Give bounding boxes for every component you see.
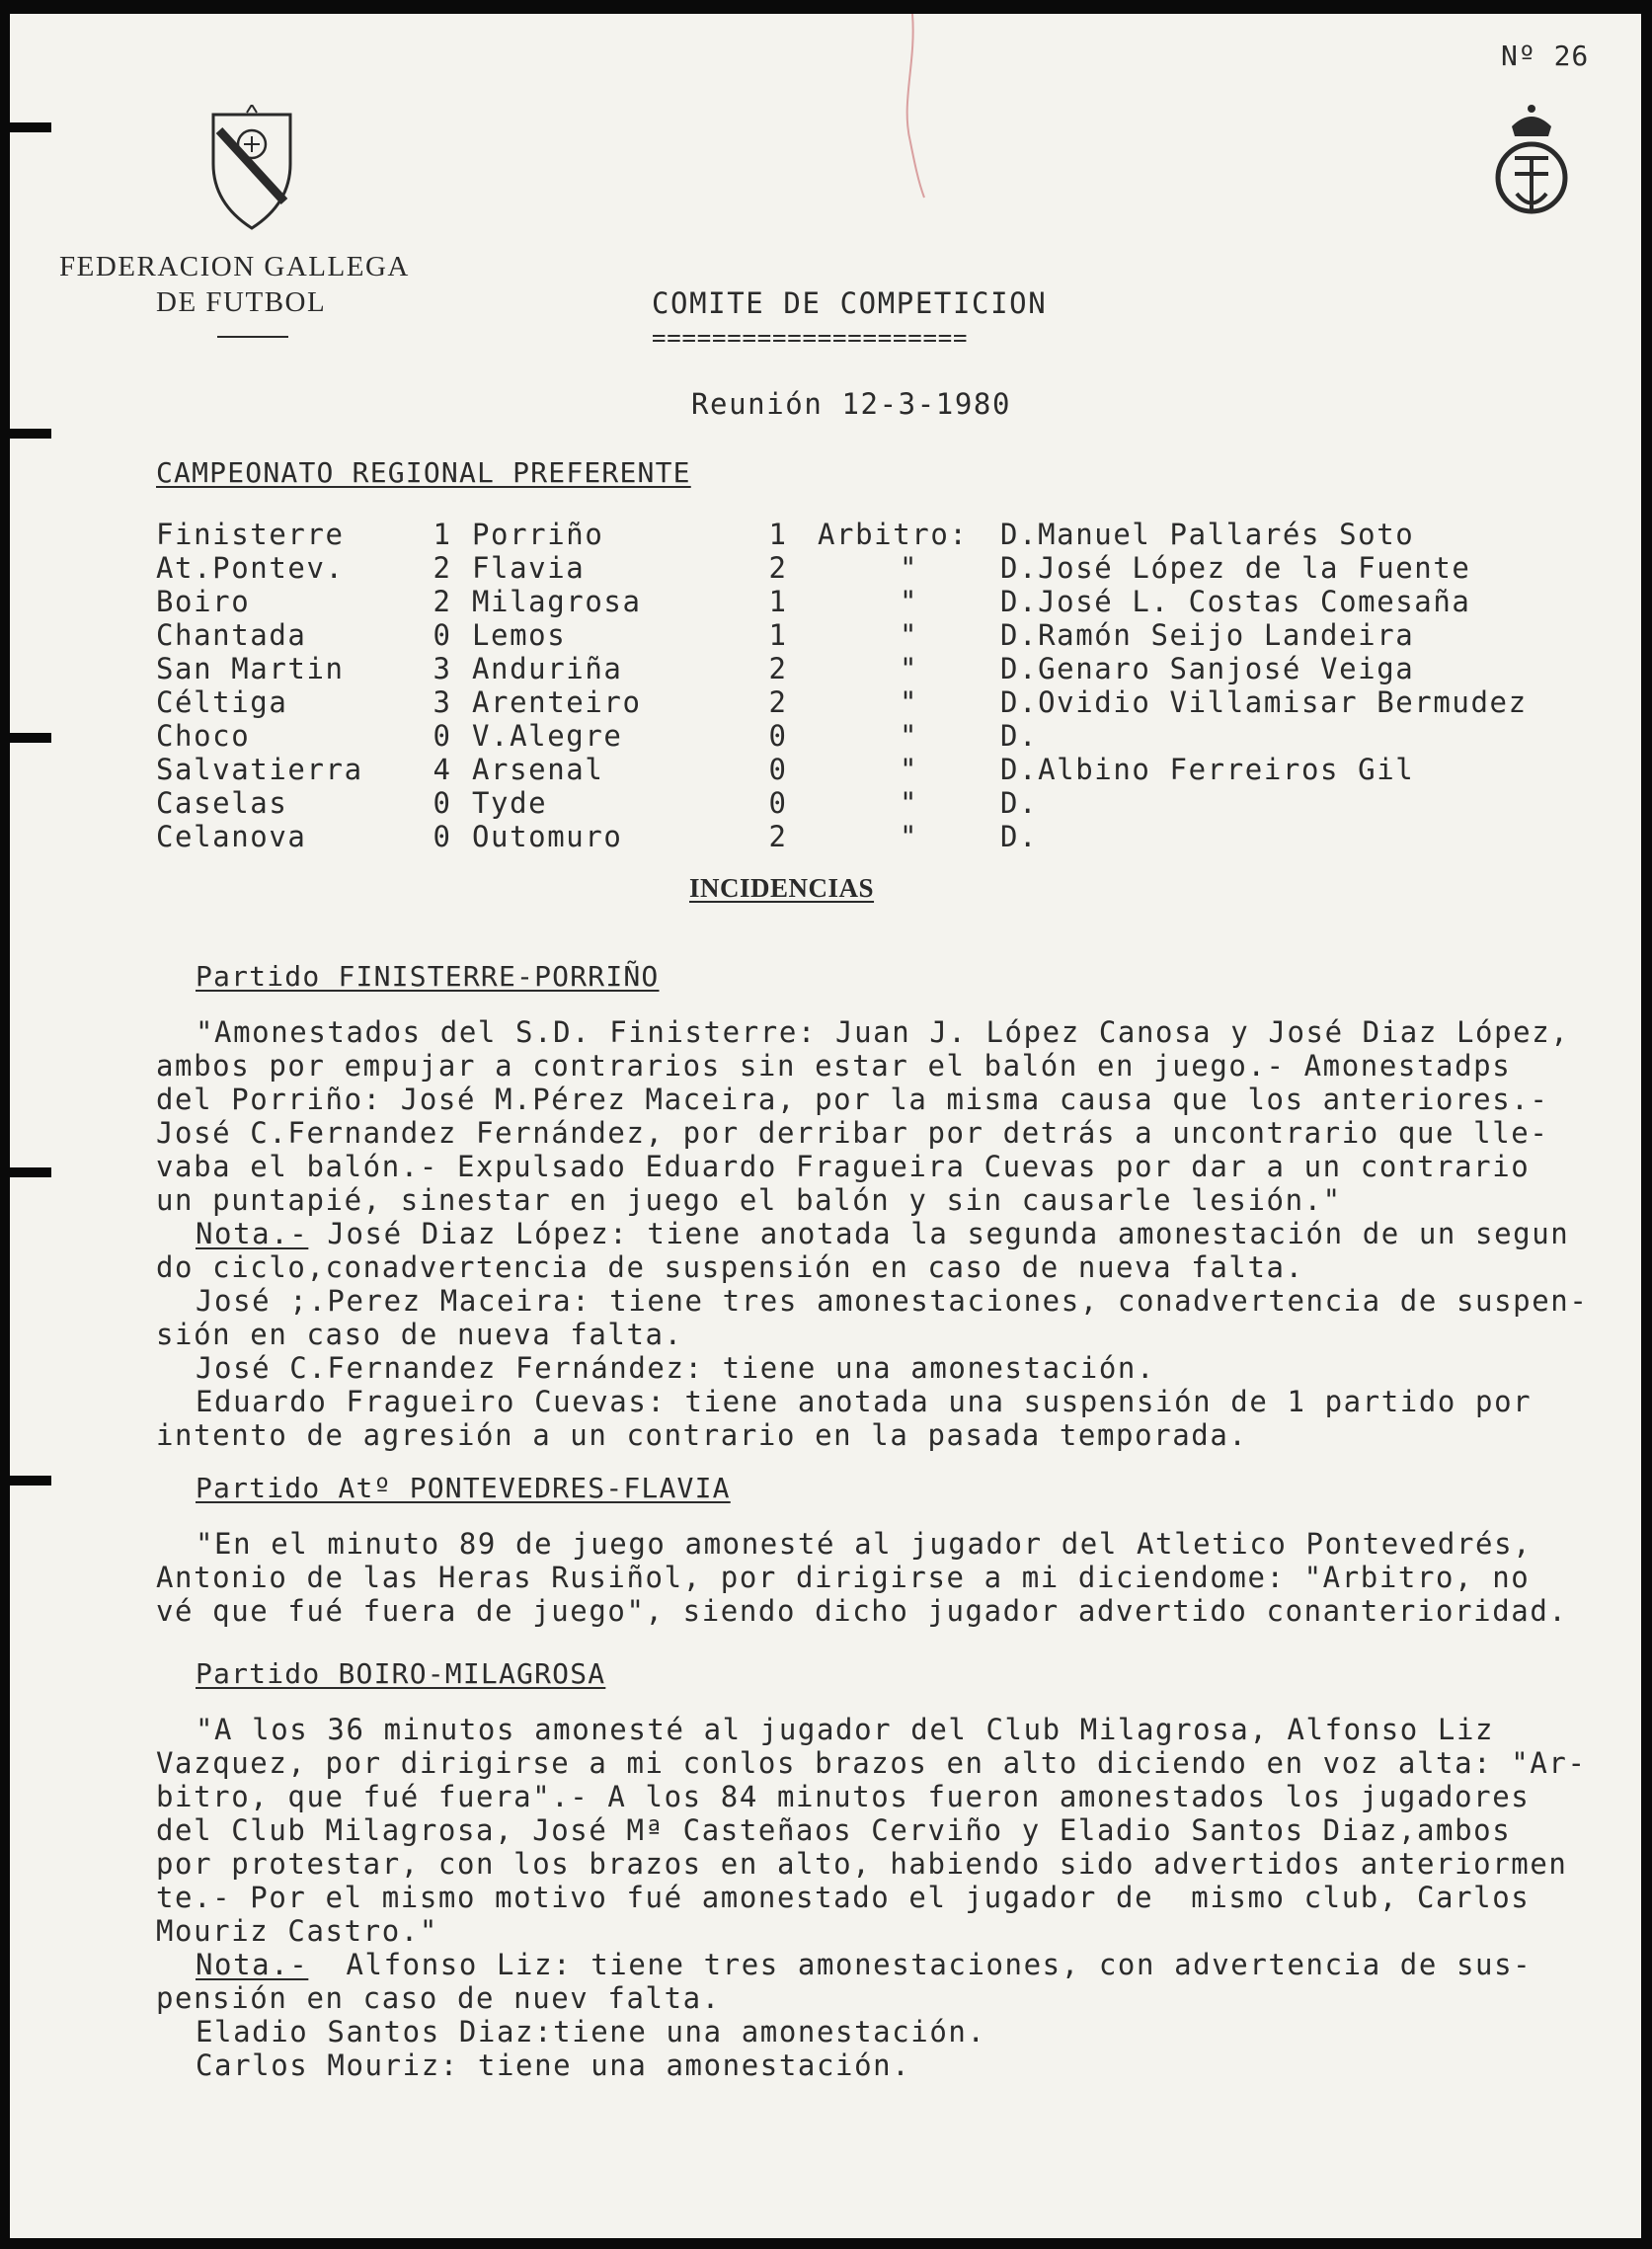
line-text: bitro, que fué fuera".- A los 84 minutos fueron amonestados los jugadores [156, 1780, 1531, 1813]
home-goals: 3 [433, 685, 452, 719]
home-team: At.Pontev. [156, 551, 345, 585]
referee-label: " [899, 551, 919, 585]
referee-name: D.Albino Ferreiros Gil [1000, 753, 1415, 786]
line-text: Antonio de las Heras Rusiñol, por dirigirse a mi diciendome: "Arbitro, no [156, 1561, 1531, 1594]
home-goals: 0 [433, 820, 452, 853]
line-text: "A los 36 minutos amonesté al jugador del Club Milagrosa, Alfonso Liz [196, 1713, 1495, 1746]
referee-label: " [899, 652, 919, 685]
results-table [156, 518, 1593, 853]
text-line [196, 1284, 1588, 1318]
result-row [156, 585, 1593, 618]
result-row [156, 753, 1593, 786]
referee-label: " [899, 753, 919, 786]
referee-label: " [899, 585, 919, 618]
away-goals: 1 [768, 618, 788, 652]
referee-name: D.Genaro Sanjosé Veiga [1000, 652, 1415, 685]
away-team: Arenteiro [472, 685, 642, 719]
text-line [196, 1351, 1155, 1385]
line-text: José ;.Perez Maceira: tiene tres amonestaciones, conadvertencia de suspen- [196, 1284, 1589, 1318]
home-team: Salvatierra [156, 753, 363, 786]
home-team: San Martin [156, 652, 345, 685]
home-goals: 0 [433, 719, 452, 753]
nota-label: Nota.- [196, 1217, 309, 1250]
text-line [156, 1083, 1548, 1116]
section-title: Partido FINISTERRE-PORRIÑO [196, 960, 660, 993]
text-line [156, 1746, 1587, 1780]
federation-name-line1: FEDERACION GALLEGA [59, 251, 410, 282]
section-title: Partido Atº PONTEVEDRES-FLAVIA [196, 1472, 731, 1504]
away-team: Porriño [472, 518, 604, 551]
home-team: Caselas [156, 786, 288, 820]
line-text: Alfonso Liz: tiene tres amonestaciones, con advertencia de sus- [308, 1948, 1533, 1981]
text-line [156, 1914, 438, 1948]
line-text: del Porriño: José M.Pérez Maceira, por la misma causa que los anteriores.- [156, 1083, 1549, 1116]
result-row [156, 551, 1593, 585]
text-line [156, 1594, 1567, 1628]
crown-emblem-logo [1487, 99, 1576, 227]
divider [217, 336, 288, 338]
away-goals: 1 [768, 518, 788, 551]
line-text: vaba el balón.- Expulsado Eduardo Fragueira Cuevas por dar a un contrario [156, 1150, 1531, 1183]
home-goals: 0 [433, 786, 452, 820]
line-text: José C.Fernandez Fernández, por derribar por detrás a uncontrario que lle- [156, 1116, 1549, 1150]
line-text: Mouriz Castro." [156, 1914, 438, 1948]
punch-hole [10, 733, 51, 743]
away-goals: 0 [768, 786, 788, 820]
away-team: Outomuro [472, 820, 623, 853]
text-line [196, 2015, 986, 2048]
away-team: Lemos [472, 618, 567, 652]
referee-label: " [899, 820, 919, 853]
text-line [156, 1250, 1304, 1284]
margin-mark [899, 14, 928, 201]
line-text: Carlos Mouriz: tiene una amonestación. [196, 2048, 911, 2082]
home-team: Chantada [156, 618, 307, 652]
away-team: Tyde [472, 786, 548, 820]
away-goals: 2 [768, 820, 788, 853]
text-line [196, 1385, 1532, 1418]
section-title: Partido BOIRO-MILAGROSA [196, 1657, 606, 1690]
home-goals: 2 [433, 551, 452, 585]
text-line [156, 1150, 1530, 1183]
text-line [156, 1116, 1548, 1150]
line-text: Eladio Santos Diaz:tiene una amonestación. [196, 2015, 986, 2048]
championship-title: CAMPEONATO REGIONAL PREFERENTE [156, 456, 691, 489]
text-line [156, 1418, 1247, 1452]
line-text: ambos por empujar a contrarios sin estar el balón en juego.- Amonestadps [156, 1049, 1512, 1083]
text-line [156, 1780, 1530, 1813]
document-number: Nº 26 [1501, 40, 1590, 72]
punch-hole [10, 429, 51, 439]
line-text: José C.Fernandez Fernández: tiene una amonestación. [196, 1351, 1156, 1385]
referee-label: " [899, 786, 919, 820]
punch-hole [10, 1167, 51, 1177]
away-team: Milagrosa [472, 585, 642, 618]
line-text: intento de agresión a un contrario en la pasada temporada. [156, 1418, 1248, 1452]
line-text: sión en caso de nueva falta. [156, 1318, 683, 1351]
referee-label: " [899, 685, 919, 719]
line-text: te.- Por el mismo motivo fué amonestado el jugador de mismo club, Carlos [156, 1881, 1531, 1914]
result-row [156, 820, 1593, 853]
result-row [156, 786, 1593, 820]
line-text: "En el minuto 89 de juego amonesté al jugador del Atletico Pontevedrés, [196, 1527, 1533, 1561]
home-goals: 4 [433, 753, 452, 786]
line-text: pensión en caso de nuev falta. [156, 1981, 721, 2015]
text-line [196, 1015, 1569, 1049]
result-row [156, 652, 1593, 685]
federacion-shield-logo [207, 105, 296, 233]
referee-name: D.Manuel Pallarés Soto [1000, 518, 1415, 551]
text-line [156, 1183, 1342, 1217]
line-text: Eduardo Fragueiro Cuevas: tiene anotada una suspensión de 1 partido por [196, 1385, 1533, 1418]
away-goals: 2 [768, 551, 788, 585]
home-team: Finisterre [156, 518, 345, 551]
away-goals: 2 [768, 652, 788, 685]
away-goals: 0 [768, 719, 788, 753]
line-text: Vazquez, por dirigirse a mi conlos brazos en alto diciendo en voz alta: "Ar- [156, 1746, 1587, 1780]
meeting-date: Reunión 12-3-1980 [691, 387, 1012, 421]
referee-label: Arbitro: [818, 518, 969, 551]
home-team: Choco [156, 719, 251, 753]
document-page [10, 14, 1641, 2238]
text-line [196, 1527, 1532, 1561]
punch-hole [10, 122, 51, 132]
home-goals: 3 [433, 652, 452, 685]
line-text: José Diaz López: tiene anotada la segunda amonestación de un segun [308, 1217, 1570, 1250]
home-goals: 2 [433, 585, 452, 618]
referee-name: D.Ramón Seijo Landeira [1000, 618, 1415, 652]
away-team: V.Alegre [472, 719, 623, 753]
referee-name: D. [1000, 786, 1039, 820]
text-line [156, 1981, 721, 2015]
nota-label: Nota.- [196, 1948, 309, 1981]
home-team: Celanova [156, 820, 307, 853]
line-text: por protestar, con los brazos en alto, habiendo sido advertidos anteriormen [156, 1847, 1568, 1881]
home-team: Céltiga [156, 685, 288, 719]
line-text: un puntapié, sinestar en juego el balón y sin causarle lesión." [156, 1183, 1342, 1217]
result-row [156, 719, 1593, 753]
home-team: Boiro [156, 585, 251, 618]
committee-title: COMITE DE COMPETICION [652, 286, 1048, 320]
text-line [196, 2048, 910, 2082]
away-goals: 2 [768, 685, 788, 719]
committee-title-rule: ===================== [652, 324, 969, 352]
text-line [196, 1217, 1569, 1250]
referee-name: D. [1000, 820, 1039, 853]
referee-label: " [899, 618, 919, 652]
text-line [196, 1713, 1494, 1746]
referee-label: " [899, 719, 919, 753]
referee-name: D.José López de la Fuente [1000, 551, 1471, 585]
result-row [156, 518, 1593, 551]
text-line [156, 1813, 1511, 1847]
home-goals: 0 [433, 618, 452, 652]
line-text: do ciclo,conadvertencia de suspensión en caso de nueva falta. [156, 1250, 1304, 1284]
line-text: "Amonestados del S.D. Finisterre: Juan J. López Canosa y José Diaz López, [196, 1015, 1570, 1049]
text-line [156, 1847, 1567, 1881]
incidencias-heading: INCIDENCIAS [689, 873, 875, 903]
result-row [156, 685, 1593, 719]
text-line [196, 1948, 1532, 1981]
away-team: Anduriña [472, 652, 623, 685]
text-line [156, 1318, 683, 1351]
federation-name-line2: DE FUTBOL [156, 286, 327, 318]
punch-hole [10, 1476, 51, 1486]
text-line [156, 1881, 1530, 1914]
away-team: Arsenal [472, 753, 604, 786]
referee-name: D.José L. Costas Comesaña [1000, 585, 1471, 618]
away-goals: 1 [768, 585, 788, 618]
result-row [156, 618, 1593, 652]
line-text: vé que fué fuera de juego", siendo dicho jugador advertido conanterioridad. [156, 1594, 1568, 1628]
referee-name: D.Ovidio Villamisar Bermudez [1000, 685, 1528, 719]
text-line [156, 1561, 1530, 1594]
away-goals: 0 [768, 753, 788, 786]
text-line [156, 1049, 1511, 1083]
referee-name: D. [1000, 719, 1039, 753]
line-text: del Club Milagrosa, José Mª Casteñaos Cerviño y Eladio Santos Diaz,ambos [156, 1813, 1512, 1847]
home-goals: 1 [433, 518, 452, 551]
away-team: Flavia [472, 551, 586, 585]
